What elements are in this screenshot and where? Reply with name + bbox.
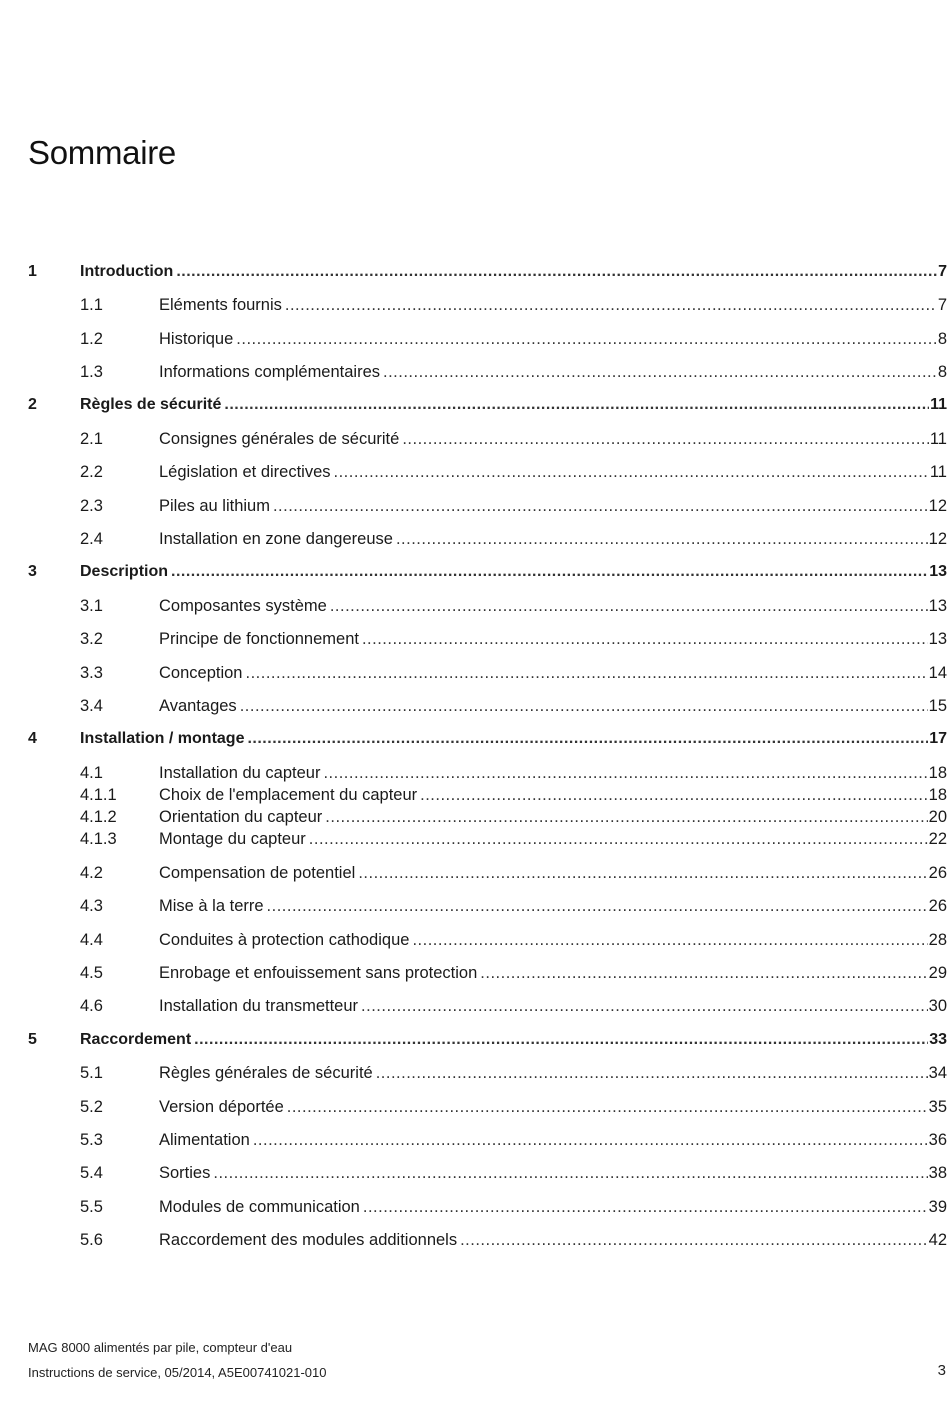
- toc-entry-line: [159, 294, 947, 316]
- toc-entry-label[interactable]: Conception: [159, 664, 243, 682]
- toc-entry-label[interactable]: Principe de fonctionnement: [159, 630, 359, 648]
- toc-entry-number: 5.5: [80, 1198, 103, 1216]
- toc-entry-line: [80, 561, 947, 583]
- toc-entry-line: [159, 328, 947, 350]
- toc-entry-line: [80, 394, 947, 416]
- dot-leader: [287, 1096, 928, 1118]
- toc-entry-label[interactable]: Législation et directives: [159, 463, 331, 481]
- toc-entry-number: 4.3: [80, 897, 103, 915]
- toc-entry-label[interactable]: Règles de sécurité: [80, 396, 222, 413]
- footer-product-line: MAG 8000 alimentés par pile, compteur d'eau: [28, 1340, 293, 1355]
- dot-leader: [402, 428, 929, 450]
- dot-leader: [480, 962, 927, 984]
- toc-entry-label[interactable]: Choix de l'emplacement du capteur: [159, 786, 418, 804]
- toc-entry-page: 8: [937, 330, 947, 348]
- toc-entry-number: 1: [28, 263, 37, 280]
- toc-entry-label[interactable]: Description: [80, 563, 169, 580]
- toc-entry-page: 11: [929, 430, 947, 448]
- toc-entry-number: 2.1: [80, 430, 103, 448]
- toc-entry-page: 42: [928, 1231, 947, 1249]
- toc-entry-page: 13: [928, 597, 947, 615]
- toc-entry-page: 18: [928, 764, 947, 782]
- dot-leader: [361, 995, 928, 1017]
- toc-entry-page: 30: [928, 997, 947, 1015]
- toc-section-entry[interactable]: [0, 784, 950, 806]
- toc-entry-number: 2.2: [80, 463, 103, 481]
- dot-leader: [323, 762, 927, 784]
- toc-section-entry[interactable]: [0, 361, 950, 383]
- toc-entry-line: [159, 862, 947, 884]
- toc-entry-line: [159, 806, 947, 828]
- toc-entry-label[interactable]: Mise à la terre: [159, 897, 264, 915]
- toc-entry-line: [159, 1096, 947, 1118]
- dot-leader: [240, 695, 928, 717]
- toc-entry-page: 14: [928, 664, 947, 682]
- toc-entry-line: [159, 962, 947, 984]
- toc-entry-label[interactable]: Historique: [159, 330, 234, 348]
- toc-section-entry[interactable]: [0, 806, 950, 828]
- toc-entry-number: 4.4: [80, 931, 103, 949]
- toc-entry-number: 2: [28, 396, 37, 413]
- dot-leader: [376, 1062, 928, 1084]
- toc-entry-page: 28: [928, 931, 947, 949]
- toc-entry-line: [159, 1062, 947, 1084]
- toc-entry-line: [80, 1029, 947, 1051]
- toc-chapter-entry[interactable]: [0, 561, 950, 583]
- toc-chapter-entry[interactable]: [0, 1029, 950, 1051]
- toc-entry-number: 3.2: [80, 630, 103, 648]
- dot-leader: [396, 528, 928, 550]
- toc-section-entry[interactable]: [0, 461, 950, 483]
- toc-entry-number: 5.1: [80, 1064, 103, 1082]
- dot-leader: [213, 1162, 927, 1184]
- toc-entry-number: 3.1: [80, 597, 103, 615]
- toc-section-entry[interactable]: [0, 962, 950, 984]
- toc-entry-line: [159, 828, 947, 850]
- dot-leader: [253, 1129, 928, 1151]
- toc-section-entry[interactable]: [0, 495, 950, 517]
- toc-entry-page: 33: [929, 1031, 947, 1048]
- toc-entry-page: 12: [928, 530, 947, 548]
- dot-leader: [224, 394, 929, 416]
- toc-entry-label[interactable]: Raccordement des modules additionnels: [159, 1231, 458, 1249]
- toc-section-entry[interactable]: [0, 995, 950, 1017]
- toc-entry-line: [159, 361, 947, 383]
- toc-entry-number: 4.1.2: [80, 808, 117, 826]
- toc-section-entry[interactable]: [0, 662, 950, 684]
- toc-entry-page: 13: [929, 563, 947, 580]
- toc-entry-page: 35: [928, 1098, 947, 1116]
- toc-entry-number: 4.1: [80, 764, 103, 782]
- toc-chapter-entry[interactable]: [0, 394, 950, 416]
- toc-entry-line: [159, 1129, 947, 1151]
- dot-leader: [171, 561, 928, 583]
- toc-entry-line: [159, 784, 947, 806]
- toc-entry-page: 11: [929, 463, 947, 481]
- toc-entry-line: [159, 695, 947, 717]
- toc-entry-line: [159, 595, 947, 617]
- toc-entry-line: [159, 995, 947, 1017]
- toc-entry-number: 2.3: [80, 497, 103, 515]
- toc-entry-label[interactable]: Composantes système: [159, 597, 327, 615]
- dot-leader: [285, 294, 937, 316]
- dot-leader: [420, 784, 928, 806]
- toc-entry-page: 20: [928, 808, 947, 826]
- dot-leader: [325, 806, 927, 828]
- dot-leader: [362, 628, 928, 650]
- toc-entry-page: 15: [928, 697, 947, 715]
- toc-entry-label[interactable]: Installation du capteur: [159, 764, 321, 782]
- toc-section-entry[interactable]: [0, 1229, 950, 1251]
- toc-entry-label[interactable]: Version déportée: [159, 1098, 284, 1116]
- toc-entry-line: [80, 728, 947, 750]
- toc-entry-label[interactable]: Raccordement: [80, 1031, 192, 1048]
- dot-leader: [358, 862, 927, 884]
- toc-entry-label[interactable]: Piles au lithium: [159, 497, 270, 515]
- dot-leader: [309, 828, 928, 850]
- toc-section-entry[interactable]: [0, 1062, 950, 1084]
- toc-entry-number: 5.3: [80, 1131, 103, 1149]
- toc-entry-page: 34: [928, 1064, 947, 1082]
- toc-entry-number: 5.2: [80, 1098, 103, 1116]
- dot-leader: [194, 1029, 928, 1051]
- dot-leader: [334, 461, 929, 483]
- toc-section-entry[interactable]: [0, 294, 950, 316]
- toc-entry-page: 18: [928, 786, 947, 804]
- toc-entry-page: 26: [928, 897, 947, 915]
- toc-entry-page: 12: [928, 497, 947, 515]
- toc-section-entry[interactable]: [0, 428, 950, 450]
- toc-entry-label[interactable]: Consignes générales de sécurité: [159, 430, 400, 448]
- page-number: 3: [937, 1362, 946, 1379]
- dot-leader: [412, 929, 927, 951]
- toc-entry-label[interactable]: Installation / montage: [80, 730, 245, 747]
- toc-entry-label[interactable]: Enrobage et enfouissement sans protection: [159, 964, 478, 982]
- toc-entry-line: [159, 662, 947, 684]
- footer-document-line: Instructions de service, 05/2014, A5E00741021-010: [28, 1365, 327, 1380]
- toc-section-entry[interactable]: [0, 828, 950, 850]
- toc-section-entry[interactable]: [0, 628, 950, 650]
- toc-entry-line: [159, 929, 947, 951]
- toc-section-entry[interactable]: [0, 1129, 950, 1151]
- dot-leader: [460, 1229, 928, 1251]
- toc-entry-label[interactable]: Installation du transmetteur: [159, 997, 359, 1015]
- toc-entry-label[interactable]: Compensation de potentiel: [159, 864, 356, 882]
- toc-entry-label[interactable]: Installation en zone dangereuse: [159, 530, 393, 548]
- toc-section-entry[interactable]: [0, 1196, 950, 1218]
- dot-leader: [383, 361, 937, 383]
- toc-entry-number: 3: [28, 563, 37, 580]
- toc-entry-number: 1.1: [80, 296, 103, 314]
- toc-entry-number: 4.6: [80, 997, 103, 1015]
- toc-entry-number: 4.2: [80, 864, 103, 882]
- toc-entry-page: 39: [928, 1198, 947, 1216]
- dot-leader: [245, 662, 927, 684]
- toc-entry-number: 2.4: [80, 530, 103, 548]
- toc-entry-line: [159, 1229, 947, 1251]
- toc-entry-number: 4.1.1: [80, 786, 117, 804]
- toc-entry-label[interactable]: Informations complémentaires: [159, 363, 381, 381]
- toc-entry-line: [80, 261, 947, 283]
- toc-section-entry[interactable]: [0, 1162, 950, 1184]
- toc-entry-page: 11: [930, 396, 947, 413]
- dot-leader: [273, 495, 928, 517]
- toc-entry-number: 5.6: [80, 1231, 103, 1249]
- toc-section-entry[interactable]: [0, 528, 950, 550]
- toc-section-entry[interactable]: [0, 862, 950, 884]
- toc-entry-line: [159, 762, 947, 784]
- toc-entry-page: 17: [929, 730, 947, 747]
- toc-entry-label[interactable]: Alimentation: [159, 1131, 250, 1149]
- toc-section-entry[interactable]: [0, 1096, 950, 1118]
- toc-entry-page: 22: [928, 830, 947, 848]
- toc-entry-line: [159, 528, 947, 550]
- toc-entry-number: 5.4: [80, 1164, 103, 1182]
- toc-entry-page: 7: [938, 263, 947, 280]
- toc-chapter-entry[interactable]: [0, 728, 950, 750]
- dot-leader: [330, 595, 928, 617]
- dot-leader: [176, 261, 937, 283]
- toc-entry-line: [159, 495, 947, 517]
- toc-entry-page: 38: [928, 1164, 947, 1182]
- toc-section-entry[interactable]: [0, 695, 950, 717]
- toc-entry-line: [159, 1162, 947, 1184]
- dot-leader: [267, 895, 928, 917]
- toc-entry-number: 4: [28, 730, 37, 747]
- toc-section-entry[interactable]: [0, 929, 950, 951]
- toc-entry-number: 3.3: [80, 664, 103, 682]
- toc-section-entry[interactable]: [0, 895, 950, 917]
- dot-leader: [247, 728, 928, 750]
- toc-chapter-entry[interactable]: [0, 261, 950, 283]
- toc-entry-number: 3.4: [80, 697, 103, 715]
- toc-entry-page: 36: [928, 1131, 947, 1149]
- toc-entry-line: [159, 428, 947, 450]
- toc-entry-label[interactable]: Règles générales de sécurité: [159, 1064, 373, 1082]
- toc-entry-number: 1.3: [80, 363, 103, 381]
- toc-entry-label[interactable]: Modules de communication: [159, 1198, 360, 1216]
- toc-entry-page: 13: [928, 630, 947, 648]
- toc-section-entry[interactable]: [0, 595, 950, 617]
- toc-entry-line: [159, 628, 947, 650]
- toc-entry-label[interactable]: Orientation du capteur: [159, 808, 323, 826]
- toc-entry-number: 4.5: [80, 964, 103, 982]
- toc-entry-page: 29: [928, 964, 947, 982]
- toc-entry-line: [159, 1196, 947, 1218]
- toc-entry-number: 4.1.3: [80, 830, 117, 848]
- toc-entry-page: 26: [928, 864, 947, 882]
- toc-entry-number: 1.2: [80, 330, 103, 348]
- toc-section-entry[interactable]: [0, 762, 950, 784]
- toc-entry-label[interactable]: Introduction: [80, 263, 174, 280]
- toc-entry-page: 8: [937, 363, 947, 381]
- dot-leader: [363, 1196, 928, 1218]
- toc-entry-label[interactable]: Sorties: [159, 1164, 211, 1182]
- dot-leader: [236, 328, 937, 350]
- toc-entry-label[interactable]: Montage du capteur: [159, 830, 306, 848]
- toc-entry-label[interactable]: Eléments fournis: [159, 296, 282, 314]
- toc-entry-page: 7: [937, 296, 947, 314]
- toc-section-entry[interactable]: [0, 328, 950, 350]
- page-title: Sommaire: [28, 134, 176, 171]
- toc-entry-label[interactable]: Avantages: [159, 697, 237, 715]
- toc-entry-label[interactable]: Conduites à protection cathodique: [159, 931, 410, 949]
- toc-entry-line: [159, 461, 947, 483]
- toc-entry-number: 5: [28, 1031, 37, 1048]
- toc-entry-line: [159, 895, 947, 917]
